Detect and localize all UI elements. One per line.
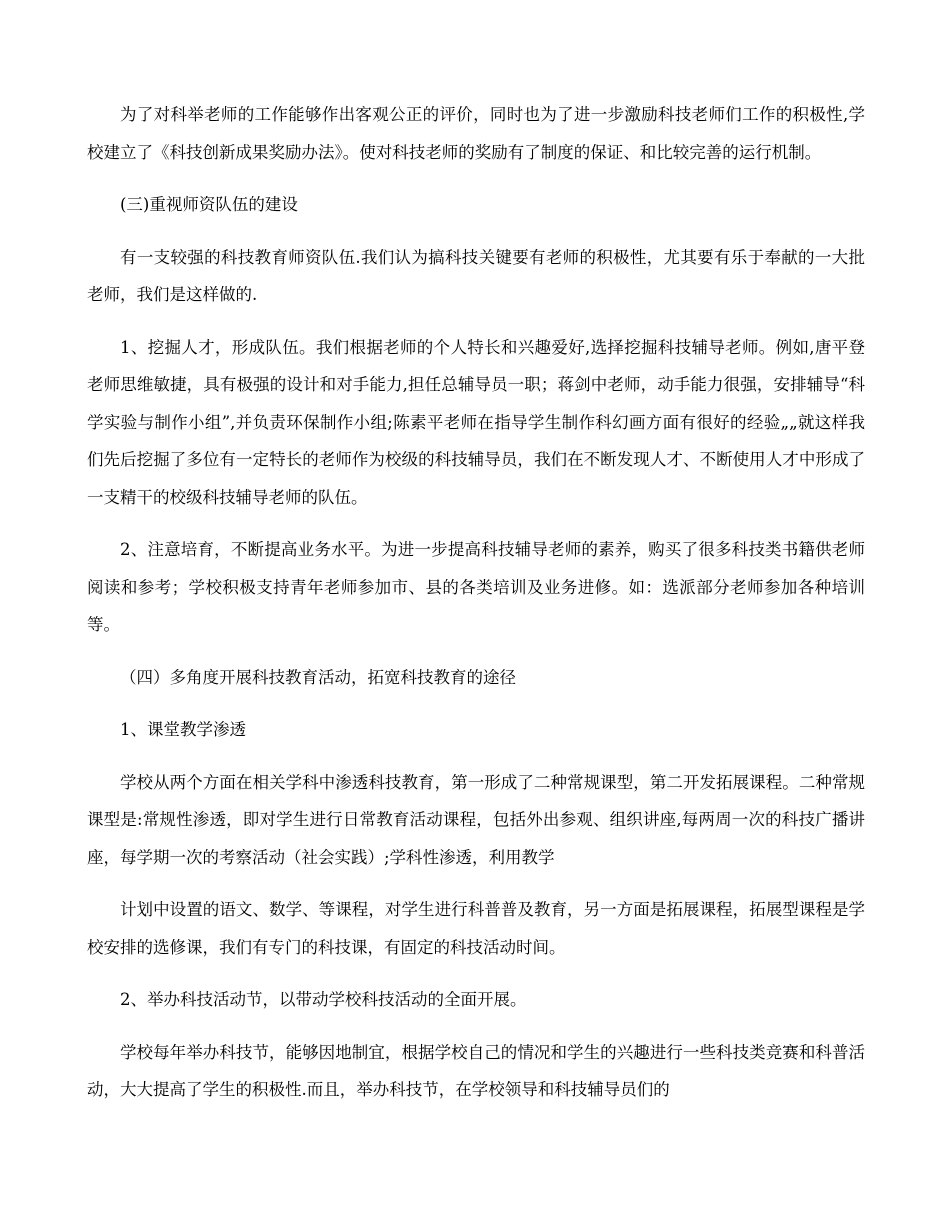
paragraph-curriculum: 计划中设置的语文、数学、等课程，对学生进行科普普及教育，另一方面是拓展课程，拓展型课程是学校安排的选修课，我们有专门的科技课，有固定的科技活动时间。 (87, 900, 865, 957)
section-heading-teacher-team: (三)重视师资队伍的建设 (120, 195, 298, 214)
section-heading-activities: （四）多角度开展科技教育活动，拓宽科技教育的途径 (120, 667, 516, 687)
paragraph-teacher-team-intro: 有一支较强的科技教育师资队伍.我们认为搞科技关键要有老师的积极性，尤其要有乐于奉献的一大批老师，我们是这样做的. (87, 247, 865, 304)
paragraph-science-festival: 学校每年举办科技节，能够因地制宜，根据学校自己的情况和学生的兴趣进行一些科技类竞赛和科普活动，大大提高了学生的积极性.而且，举办科技节，在学校领导和科技辅导员们的 (87, 1042, 865, 1099)
paragraph-training: 2、注意培育，不断提高业务水平。为进一步提高科技辅导老师的素养，购买了很多科技类书籍供老师阅读和参考；学校积极支持青年老师参加市、县的各类培训及业务进修。如：选派部分老师参加各种培训等。 (87, 540, 865, 634)
paragraph-reward-policy: 为了对科举老师的工作能够作出客观公正的评价，同时也为了进一步激励科技老师们工作的积极性,学校建立了《科技创新成果奖励办法》。使对科技老师的奖励有了制度的保证、和比较完善的运行机制。 (87, 105, 865, 162)
paragraph-discover-talent: 1、挖掘人才，形成队伍。我们根据老师的个人特长和兴趣爱好,选择挖掘科技辅导老师。例如,唐平登老师思维敏捷，具有极强的设计和对手能力,担任总辅导员一职；蒋剑中老师，动手能力很强，安排辅导“科学实验与制作小组”,并负责环保制作小组;陈素平老师在指导学生制作科幻画方面有很好的经验„„就这样我们先后挖掘了多位有一定特长的老师作为校级的科技辅导员，我们在不断发现人才、不断使用人才中形成了一支精干的校级科技辅导老师的队伍。 (87, 337, 865, 507)
paragraph-classroom-permeation: 学校从两个方面在相关学科中渗透科技教育，第一形成了二种常规课型，第二开发拓展课程。二种常规课型是:常规性渗透，即对学生进行日常教育活动课程，包括外出参观、组织讲座,每两周一次的科技广播讲座，每学期一次的考察活动（社会实践）;学科性渗透，利用教学 (87, 772, 865, 867)
subheading-classroom-teaching: 1、课堂教学渗透 (120, 720, 246, 739)
document-page (87, 96, 865, 1124)
subheading-science-festival: 2、举办科技活动节，以带动学校科技活动的全面开展。 (120, 990, 527, 1009)
